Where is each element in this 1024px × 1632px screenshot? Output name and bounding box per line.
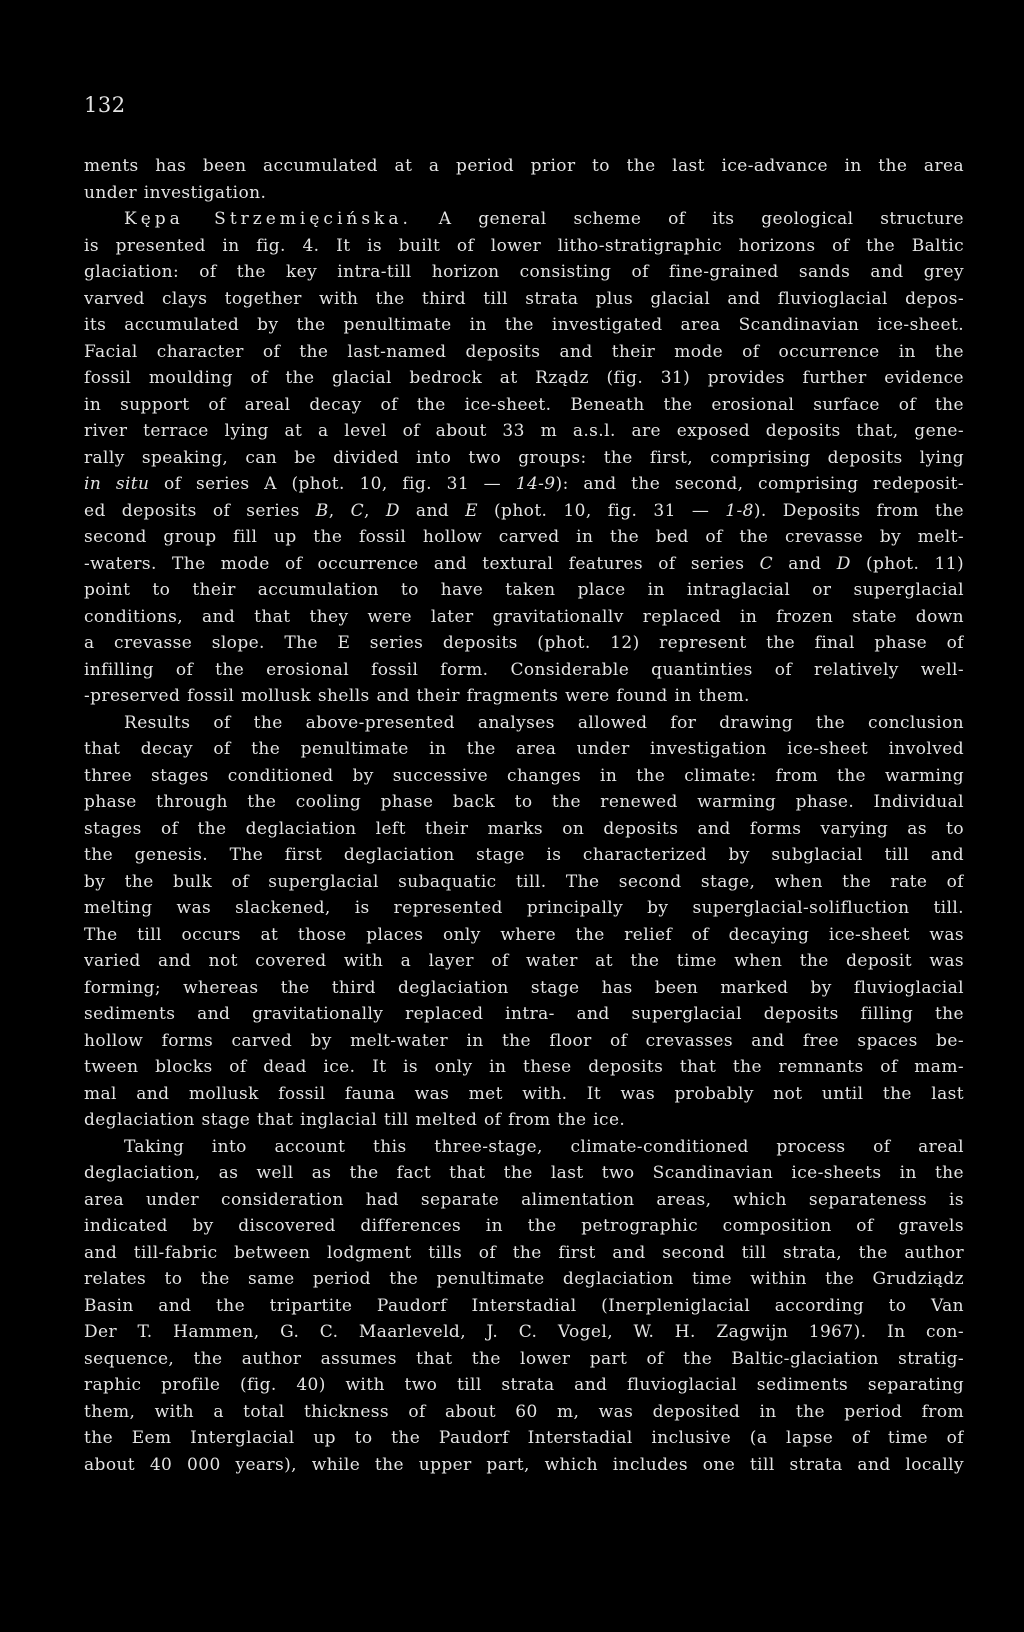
text-line: sequence, the author assumes that the lower part of the Baltic-glaciation stratig- — [84, 1348, 964, 1369]
text-line: sediments and gravitationally replaced intra- and superglacial deposits filling the — [84, 1004, 964, 1024]
text-line: Facial character of the last-named deposits and their mode of occurrence in the — [84, 341, 964, 362]
text-span: ): and the second, comprising redeposit- — [555, 474, 964, 494]
text-line: in support of areal decay of the ice-sheet. Beneath the erosional surface of the — [84, 394, 964, 415]
text-span: and — [399, 500, 466, 521]
italic-text: C — [759, 553, 774, 574]
text-line: infilling of the erosional fossil form. Considerable quantinties of relatively well- — [84, 659, 964, 680]
text-line: area under consideration had separate alimentation areas, which separateness is — [84, 1189, 964, 1210]
text-line — [84, 206, 964, 233]
italic-text: 1-8 — [725, 500, 754, 521]
page-number: 132 — [84, 93, 126, 117]
text-span: Kępa Strzemięcińska. — [124, 209, 412, 229]
text-line: the Eem Interglacial up to the Paudorf Interstadial inclusive (a lapse of time of — [84, 1428, 964, 1448]
text-line: glaciation: of the key intra-till horizon consisting of fine-grained sands and grey — [84, 262, 964, 282]
italic-text: C — [350, 500, 364, 521]
body-text — [84, 153, 964, 1478]
text-line: Der T. Hammen, G. C. Maarleveld, J. C. Vogel, W. H. Zagwijn 1967). In con- — [84, 1322, 964, 1342]
text-span: of series A (phot. 10, fig. 31 — — [149, 474, 516, 494]
text-line: fossil moulding of the glacial bedrock at Rządz (fig. 31) provides further evidence — [84, 368, 964, 388]
text-line: mal and mollusk fossil fauna was met with. It was probably not until the last — [84, 1083, 964, 1104]
italic-text: D — [836, 553, 851, 574]
text-line: a crevasse slope. The E series deposits (phot. 12) represent the final phase of — [84, 633, 964, 653]
text-line: and till-fabric between lodgment tills of the first and second till strata, the author — [84, 1242, 964, 1263]
text-span: , — [363, 500, 386, 521]
italic-text: B — [315, 500, 329, 521]
text-line: Taking into account this three-stage, climate-conditioned process of areal — [124, 1136, 964, 1157]
text-line: deglaciation stage that inglacial till melted of from the ice. — [84, 1110, 626, 1130]
text-span: ed deposits of series — [84, 500, 316, 521]
text-line: stages of the deglaciation left their marks on deposits and forms varying as to — [84, 818, 964, 839]
text-line: forming; whereas the third deglaciation stage has been marked by fluvioglacial — [84, 977, 964, 998]
text-line: point to their accumulation to have taken place in intraglacial or superglacial — [84, 580, 964, 600]
text-line: conditions, and that they were later gravitationallv replaced in frozen state down — [84, 606, 964, 627]
text-line: the genesis. The first deglaciation stage is characterized by subglacial till and — [84, 845, 964, 865]
text-span: A general scheme of its geological structure — [411, 209, 964, 229]
text-line: tween blocks of dead ice. It is only in these deposits that the remnants of mam- — [84, 1057, 964, 1077]
text-line: indicated by discovered differences in the petrographic composition of gravels — [84, 1216, 964, 1236]
text-line — [84, 498, 964, 525]
text-line: raphic profile (fig. 40) with two till strata and fluvioglacial sediments separating — [84, 1375, 964, 1395]
text-line: three stages conditioned by successive changes in the climate: from the warming — [84, 765, 964, 786]
text-line: varied and not covered with a layer of water at the time when the deposit was — [84, 951, 964, 971]
text-line: relates to the same period the penultimate deglaciation time within the Grudziądz — [84, 1269, 964, 1289]
text-line: by the bulk of superglacial subaquatic till. The second stage, when the rate of — [84, 871, 964, 892]
text-line: is presented in fig. 4. It is built of lower litho-stratigraphic horizons of the Baltic — [84, 235, 964, 256]
text-span: , — [328, 500, 351, 521]
text-line — [84, 471, 964, 498]
text-line: varved clays together with the third till strata plus glacial and fluvioglacial depos- — [84, 288, 964, 309]
text-line: Basin and the tripartite Paudorf Interstadial (Inerpleniglacial according to Van — [84, 1295, 964, 1316]
text-line: about 40 000 years), while the upper part, which includes one till strata and locally — [84, 1454, 964, 1475]
text-span: (phot. 10, fig. 31 — — [477, 500, 726, 521]
text-line — [84, 551, 964, 578]
text-line: -preserved fossil mollusk shells and their fragments were found in them. — [84, 686, 750, 706]
text-span: (phot. 11) — [850, 553, 964, 574]
text-line: that decay of the penultimate in the area under investigation ice-sheet involved — [84, 739, 964, 759]
text-line: its accumulated by the penultimate in the investigated area Scandinavian ice-sheet. — [84, 315, 964, 335]
text-span: and — [773, 553, 837, 574]
italic-text: D — [385, 500, 400, 521]
text-line: under investigation. — [84, 182, 267, 203]
italic-text: 14-9 — [515, 474, 556, 494]
text-line: second group fill up the fossil hollow carved in the bed of the crevasse by melt- — [84, 527, 964, 547]
text-line: melting was slackened, is represented principally by superglacial-solifluction till. — [84, 898, 964, 918]
text-line: The till occurs at those places only where the relief of decaying ice-sheet was — [84, 924, 964, 945]
text-line: phase through the cooling phase back to the renewed warming phase. Individual — [84, 792, 964, 812]
text-line: them, with a total thickness of about 60 m, was deposited in the period from — [84, 1401, 964, 1422]
text-line: ments has been accumulated at a period prior to the last ice-advance in the area — [84, 156, 964, 176]
text-line: hollow forms carved by melt-water in the floor of crevasses and free spaces be- — [84, 1030, 964, 1051]
italic-text: E — [465, 500, 478, 521]
text-span: ). Deposits from the — [753, 500, 964, 521]
text-line: rally speaking, can be divided into two groups: the first, comprising deposits lying — [84, 447, 964, 468]
text-line: Results of the above-presented analyses allowed for drawing the conclusion — [124, 712, 964, 733]
text-line: river terrace lying at a level of about 33 m a.s.l. are exposed deposits that, gene- — [84, 421, 964, 441]
text-line: deglaciation, as well as the fact that the last two Scandinavian ice-sheets in the — [84, 1163, 964, 1183]
text-span: -waters. The mode of occurrence and textural features of series — [84, 553, 760, 574]
italic-text: in situ — [84, 474, 150, 494]
